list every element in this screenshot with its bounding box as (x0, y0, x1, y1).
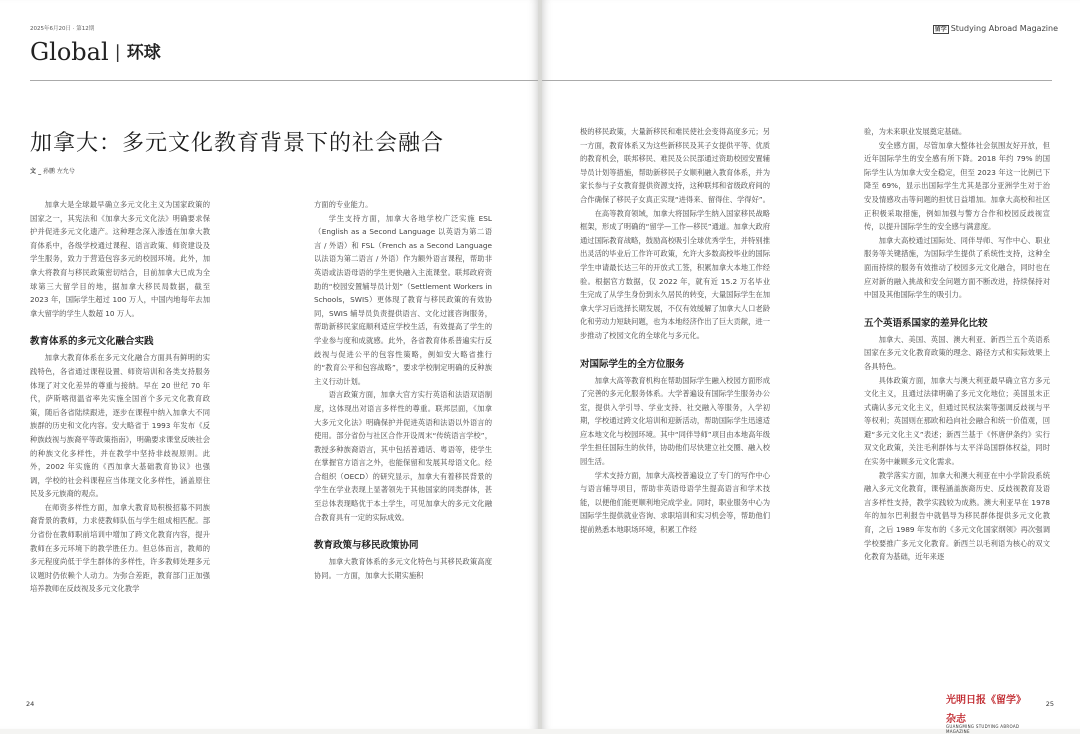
issue-date: 2025年6月20日 · 第12期 (30, 26, 95, 32)
magazine-name: Studying Abroad Magazine (950, 24, 1058, 33)
magazine-masthead (933, 24, 1058, 33)
header-rule-left (30, 80, 538, 81)
article-headline: 加拿大：多元文化教育背景下的社会融合 (30, 131, 445, 156)
paragraph: 教学落实方面，加拿大和澳大利亚在中小学阶段系统融入多元文化教育，课程涵盖族裔历史、反歧视教育及语言多样性支持，教学实践较为成熟。澳大利亚早在 1978 年的加尔巴利报告中就倡导为移民群体提供多元文化教育，之后 1989 年发布的《多元文化国家纲领》再次强调学校要推广多元文化教育。新西兰以毛利语为核心的双文化教育为基础，近年来逐 (864, 470, 1050, 562)
paragraph: 在师资多样性方面，加拿大教育局积极招募不同族裔背景的教师，力求使教师队伍与学生组成相匹配。部分省份在教师职前培训中增加了跨文化教育内容，提升教师在多元环境下的教学胜任力。但总体而言，教师的多元程度尚低于学生群体的多样性，许多教师处理多元议题时仍依赖个人动力。为弥合差距，教育部门正加强培养教师在反歧视及多元文化教学 (30, 502, 210, 594)
article-column-2 (314, 198, 492, 688)
magazine-logo-mark: 留学 (934, 26, 947, 33)
section-title-en: Global (30, 38, 109, 66)
paragraph: 加拿大教育体系的多元文化特色与其移民政策高度协同。一方面，加拿大长期实施积 (314, 557, 492, 580)
paragraph: 在高等教育领域，加拿大将国际学生纳入国家移民战略框架，形成了明确的“留学—工作—移民”通道。加拿大政府通过国际教育战略，鼓励高校吸引全球优秀学生，并特别推出灵活的毕业后工作许可政策，允许大多数高校毕业的国际学生申请最长达三年的开放式工签，积累加拿大本地工作经验。根据官方数据，仅 2022 年，就有近 15.2 万名毕业生完成了从学生身份到永久居民的转变，大量国际学生在加拿大学习后选择长期发展，不仅有效缓解了加拿大人口老龄化和劳动力短缺问题，也为本地经济作出了巨大贡献，进一步推动了校园文化的全球化与多元化。 (580, 208, 770, 340)
article-column-4 (864, 125, 1050, 693)
subheading: 教育体系的多元文化融合实践 (30, 336, 154, 348)
subheading: 教育政策与移民政策协同 (314, 540, 419, 552)
paragraph: 学术支持方面，加拿大高校普遍设立了专门的写作中心与语言辅导项目，帮助非英语母语学生提高语言和学术技能，以便他们能更顺利地完成学业。同时，职业服务中心为国际学生提供就业咨询、求职培训和实习机会等，帮助他们提前熟悉本地职场环境，积累工作经 (580, 470, 770, 535)
paragraph: 语言政策方面，加拿大官方实行英语和法语双语制度，这体现出对语言多样性的尊重。联邦层面，《加拿大多元文化法》明确保护并促进英语和法语以外语言的使用。部分省份与社区合作开设周末“传统语言学校”，教授多种族裔语言，其中包括普通话、粤语等，使学生在掌握官方语言之外，也能保留和发展其母语文化。经合组织（OECD）的研究显示，加拿大有着移民背景的学生在学业表现上显著领先于其他国家的同类群体，甚至总体表现略优于本土学生，可见加拿大的多元文化融合教育具有一定的实际成效。 (314, 390, 492, 522)
article-column-3 (580, 125, 770, 693)
paragraph: 加拿大高等教育机构在帮助国际学生融入校园方面形成了完善的多元化服务体系。大学普遍设有国际学生服务办公室，提供入学引导、学业支持、社交融入等服务，入学初期，学校通过跨文化培训和迎新活动，帮助国际学生迅速适应本地文化与校园环境。其中“同伴导师”项目由本地高年级学生担任国际生的伙伴，协助他们尽快建立社交圈、融入校园生活。 (580, 375, 770, 467)
paragraph: 安全感方面，尽管加拿大整体社会氛围友好开放，但近年国际学生的安全感有所下降。2018 年约 79% 的国际学生认为加拿大安全稳定，但至 2023 年这一比例已下降至 69%，显示出国际学生尤其是部分亚洲学生对于治安及情感攻击等问题的担忧日益增加。加拿大高校和社区正积极采取措施，例如加强与警方合作和校园反歧视宣传，以提升国际学生的安全感与满意度。 (864, 140, 1050, 232)
section-title-cn: 环球 (126, 43, 161, 63)
article-byline (30, 166, 75, 175)
publisher-logo-text: 光明日报《留学》杂志 (946, 695, 1026, 725)
section-separator: | (114, 42, 121, 63)
paragraph: 加拿大教育体系在多元文化融合方面具有鲜明的实践特色，各省通过课程设置、师资培训和各类支持服务体现了对文化差异的尊重与接纳。早在 20 世纪 70 年代，萨斯喀彻温省率先实施全国首个多元文化教育政策，随后各省陆续跟进，逐步在课程中纳入加拿大不同族群的历史和文化内容。安大略省于 1993 年发布《反种族歧视与族裔平等政策指南》，明确要求课堂反映社会的种族文化多样性，并在教学中坚持非歧视原则。此外，2002 年实施的《西加拿大基础教育协议》也强调，学校的社会科课程应当体现文化多样性，涵盖原住民及多元族裔的观点。 (30, 353, 210, 499)
subheading: 对国际学生的全方位服务 (580, 358, 685, 370)
article-column-1 (30, 198, 298, 688)
page-number-right: 25 (1045, 700, 1054, 708)
paragraph: 验，为未来职业发展奠定基础。 (864, 127, 967, 136)
paragraph: 具体政策方面，加拿大与澳大利亚最早确立官方多元文化主义，且通过法律明确了多元文化地位；美国虽未正式确认多元文化主义，但通过民权法案等强调反歧视与平等权利；英国则在那欧和趋向社会融合和统一价值观，回避“多元文化主义”表述；新西兰基于《怀唐伊条约》实行双文化政策，关注毛利群体与太平洋岛国群体权益，同时在实务中兼顾多元文化需求。 (864, 375, 1050, 467)
publisher-logo (946, 688, 1034, 734)
header-rule-right (542, 80, 1052, 81)
paragraph: 加拿大是全球最早确立多元文化主义为国家政策的国家之一，其宪法和《加拿大多元文化法》明确要求保护并促进多元文化遗产。这种理念深入渗透在加拿大教育体系中，各级学校通过课程、语言政策、师资建设及学生服务，致力于营造包容多元的校园环境。此外，加拿大将教育与移民政策密切结合，目前加拿大已成为全球第三大留学目的地，据加拿大移民局数据，截至 2023 年，国际学生超过 100 万人，中国内地每年去加拿大留学的学生人数超 10 万人。 (30, 200, 210, 318)
section-title (30, 38, 161, 66)
byline-label: 文 _ (30, 168, 42, 175)
paragraph: 方面的专业能力。 (314, 200, 373, 209)
publisher-logo-subtitle: GUANGMING STUDYING ABROAD MAGAZINE (946, 724, 1020, 734)
paragraph: 学生支持方面，加拿大各地学校广泛实施 ESL（English as a Second Language 以英语为第二语言 / 外语）和 FSL（French as a Second Language 以法语为第二语言 / 外语）作为额外语言课程，帮助非英语或法语母语的学生更快融入主流课堂。联邦政府资助的“校园安置辅导员计划”（Settlement Workers in Schools，SWIS）更体现了教育与移民政策的有效协同，SWIS 辅导员负责提供语言、文化过渡咨询服务，帮助新移民家庭顺利适应学校生活，有效提高了学生的学业参与度和成就感。此外，各省教育体系普遍实行反歧视与促进公平的包容性策略，例如安大略省推行的“教育公平和包容战略”，要求学校制定明确的反种族主义行动计划。 (314, 213, 492, 386)
subheading: 五个英语系国家的差异化比较 (864, 317, 988, 329)
byline-authors: 孙鹏 左允兮 (43, 168, 75, 175)
page-number-left: 24 (26, 700, 35, 708)
paragraph: 极的移民政策，大量新移民和难民使社会变得高度多元；另一方面，教育体系又为这些新移民及其子女提供平等、优质的教育机会，联邦移民、难民及公民部通过资助校园安置辅导员计划等措施，帮助新移民子女顺利融入教育体系，并为家长参与子女教育提供资源支持，这种联邦和省级政府间的合作确保了移民子女真正实现“进得来、留得住、学得好”。 (580, 127, 770, 204)
paragraph: 加拿大高校通过国际处、同伴导师、写作中心、职业服务等关键措施，为国际学生提供了系统性支持，这种全面而持续的服务有效推动了校园多元文化融合，同时也在应对新的融入挑战和安全问题方面不断改进，持续保持对中国及其他国际学生的吸引力。 (864, 235, 1050, 300)
paragraph: 加拿大、美国、英国、澳大利亚、新西兰五个英语系国家在多元文化教育政策的理念、路径方式和实际效果上各具特色。 (864, 334, 1050, 371)
